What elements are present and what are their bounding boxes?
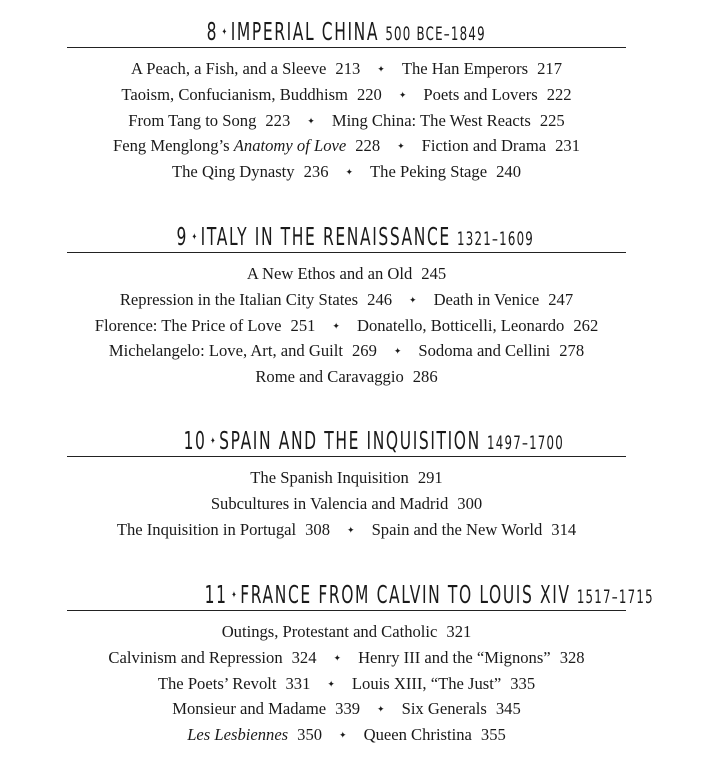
toc-entry[interactable] — [255, 367, 437, 386]
entry-page-number: 223 — [265, 110, 291, 130]
toc-entry[interactable] — [121, 85, 381, 104]
entry-title: Rome and Caravaggio — [255, 367, 404, 387]
toc-line — [67, 313, 626, 339]
entry-page-number: 324 — [291, 647, 317, 667]
entry-page-number: 240 — [496, 162, 521, 182]
toc-line — [67, 465, 626, 491]
toc-entry[interactable] — [172, 162, 328, 181]
star-ornament-icon: ✦ — [222, 27, 228, 38]
entry-page-number: 345 — [495, 699, 521, 719]
entry-page-number: 339 — [335, 699, 361, 719]
toc-entry[interactable] — [422, 136, 580, 155]
toc-entry[interactable] — [158, 674, 311, 693]
toc-line — [67, 517, 626, 543]
star-separator-icon: ✦ — [339, 730, 347, 741]
toc-entry[interactable] — [211, 494, 482, 513]
entry-title: Subcultures in Valencia and Madrid — [210, 493, 449, 513]
entry-page-number: 228 — [355, 136, 381, 156]
star-separator-icon: ✦ — [327, 678, 335, 689]
entry-title: Sodoma and Cellini — [418, 341, 551, 361]
chapter-heading — [67, 222, 626, 253]
entry-title: Feng Menglong’s — [113, 136, 234, 156]
chapter-heading-text — [207, 17, 486, 53]
entry-page-number: 217 — [537, 59, 562, 78]
chapter-title: SPAIN AND THE INQUISITION — [219, 426, 481, 455]
entry-page-number: 291 — [417, 468, 443, 487]
chapter-dates: 1321–1609 — [457, 228, 535, 250]
entry-page-number: 308 — [305, 519, 331, 539]
entry-page-number: 222 — [546, 84, 572, 104]
toc-line — [67, 671, 626, 697]
toc-line — [67, 696, 626, 722]
entry-page-number: 286 — [412, 367, 438, 387]
chapter-heading — [67, 17, 626, 48]
toc-entry[interactable] — [222, 622, 472, 641]
toc-entry[interactable] — [370, 162, 521, 181]
chapter-section — [67, 580, 654, 748]
star-separator-icon: ✦ — [393, 346, 402, 357]
entry-title: Fiction and Drama — [421, 136, 547, 156]
toc-line — [67, 56, 626, 82]
toc-line — [67, 108, 626, 134]
chapter-heading — [67, 426, 626, 457]
entry-page-number: 251 — [290, 315, 316, 335]
star-separator-icon: ✦ — [377, 64, 385, 74]
chapter-entries — [67, 465, 626, 542]
entry-page-number: 314 — [551, 519, 577, 539]
star-separator-icon: ✦ — [409, 294, 417, 305]
chapter-dates: 1497–1700 — [487, 432, 565, 454]
chapter-number: 9 — [176, 222, 189, 251]
entry-title: Michelangelo: Love, Art, and Guilt — [108, 341, 343, 361]
toc-line — [67, 82, 626, 108]
entry-title: Calvinism and Repression — [108, 647, 283, 667]
chapter-section — [67, 17, 626, 185]
entry-page-number: 278 — [559, 341, 585, 361]
star-separator-icon: ✦ — [345, 167, 354, 178]
chapter-heading-text — [177, 222, 534, 258]
toc-entry[interactable] — [120, 290, 392, 309]
star-separator-icon: ✦ — [332, 320, 340, 331]
toc-entry[interactable] — [418, 341, 584, 360]
toc-line — [67, 491, 626, 517]
entry-title: A New Ethos and an Old — [246, 264, 413, 283]
toc-entry[interactable] — [357, 316, 598, 335]
chapter-dates: 1517–1715 — [576, 586, 654, 608]
chapter-entries — [67, 56, 626, 185]
entry-title: Florence: The Price of Love — [94, 315, 282, 335]
star-ornament-icon: ✦ — [210, 436, 216, 447]
chapter-title: IMPERIAL CHINA — [230, 17, 380, 46]
entry-page-number: 246 — [367, 289, 393, 309]
chapter-section — [67, 426, 626, 542]
entry-title: The Spanish Inquisition — [250, 468, 409, 487]
entry-page-number: 247 — [548, 289, 574, 309]
toc-line — [67, 287, 626, 313]
chapter-number: 8 — [206, 17, 219, 46]
toc-line — [67, 133, 626, 159]
entry-title: Taoism, Confucianism, Buddhism — [121, 84, 348, 104]
toc-entry[interactable] — [109, 341, 377, 360]
chapter-title: ITALY IN THE RENAISSANCE — [200, 222, 451, 251]
entry-title: Louis XIII, “The Just” — [351, 673, 502, 693]
chapter-number: 10 — [183, 426, 207, 455]
entry-title: The Han Emperors — [401, 59, 529, 78]
entry-page-number: 213 — [335, 59, 361, 78]
toc-entry[interactable] — [128, 111, 290, 130]
star-separator-icon: ✦ — [347, 524, 355, 535]
entry-title: Death in Venice — [433, 289, 540, 309]
entry-title: Donatello, Botticelli, Leonardo — [356, 315, 565, 335]
entry-page-number: 300 — [457, 493, 483, 513]
toc-entry[interactable] — [172, 699, 360, 718]
toc-line — [67, 722, 626, 748]
entry-title: Spain and the New World — [371, 519, 543, 539]
entry-title: Monsieur and Madame — [172, 699, 327, 719]
entry-title: Poets and Lovers — [423, 84, 538, 104]
entry-page-number: 236 — [303, 162, 329, 182]
star-ornament-icon: ✦ — [191, 232, 197, 243]
entry-title: Henry III and the “Mignons” — [358, 647, 551, 667]
chapter-section — [67, 222, 626, 390]
chapter-heading-text — [184, 426, 564, 462]
star-separator-icon: ✦ — [398, 89, 407, 100]
chapter-heading-text — [205, 580, 654, 616]
entry-title: Ming China: The West Reacts — [331, 110, 531, 130]
entry-title: The Inquisition in Portugal — [116, 519, 297, 539]
toc-entry[interactable] — [187, 725, 322, 744]
entry-title-italic: Anatomy of Love — [233, 136, 347, 156]
chapter-heading — [67, 580, 654, 611]
entry-title: Six Generals — [401, 699, 487, 719]
chapter-number: 11 — [204, 580, 228, 609]
toc-entry[interactable] — [402, 699, 521, 718]
toc-entry[interactable] — [423, 85, 571, 104]
star-ornament-icon: ✦ — [231, 590, 237, 601]
toc-entry[interactable] — [358, 648, 585, 667]
entry-page-number: 321 — [446, 622, 472, 641]
chapter-title: FRANCE FROM CALVIN TO LOUIS XIV — [240, 580, 571, 609]
toc-line — [67, 364, 626, 390]
entry-page-number: 269 — [351, 341, 377, 361]
entry-title: From Tang to Song — [128, 110, 257, 130]
entry-title: The Peking Stage — [370, 162, 488, 182]
entry-page-number: 350 — [297, 725, 323, 745]
entry-title: The Poets’ Revolt — [157, 673, 277, 693]
toc-entry[interactable] — [372, 520, 577, 539]
chapter-entries — [67, 261, 626, 390]
entry-page-number: 331 — [285, 673, 311, 693]
chapter-dates: 500 BCE–1849 — [385, 23, 487, 45]
entry-title: The Qing Dynasty — [172, 162, 295, 182]
toc-entry[interactable] — [364, 725, 506, 744]
toc-line — [67, 338, 626, 364]
chapter-entries — [67, 619, 626, 748]
entry-page-number: 262 — [573, 315, 599, 335]
toc-entry[interactable] — [95, 316, 316, 335]
entry-title: Queen Christina — [363, 725, 472, 745]
toc-entry[interactable] — [434, 290, 574, 309]
entry-title: Outings, Protestant and Catholic — [221, 622, 438, 641]
entry-title: A Peach, a Fish, and a Sleeve — [131, 59, 327, 78]
toc-entry[interactable] — [113, 136, 380, 155]
entry-title: Repression in the Italian City States — [119, 289, 359, 309]
toc-line — [67, 159, 626, 185]
toc-entry[interactable] — [352, 674, 535, 693]
toc-line — [67, 619, 626, 645]
toc-entry[interactable] — [250, 468, 442, 487]
star-separator-icon: ✦ — [307, 115, 315, 126]
toc-entry[interactable] — [247, 264, 446, 283]
entry-page-number: 231 — [555, 136, 580, 156]
entry-page-number: 225 — [539, 110, 565, 130]
toc-entry[interactable] — [108, 648, 316, 667]
entry-page-number: 335 — [510, 673, 536, 693]
toc-entry[interactable] — [402, 59, 562, 78]
toc-entry[interactable] — [131, 59, 360, 78]
star-separator-icon: ✦ — [377, 704, 385, 715]
toc-line — [67, 261, 626, 287]
entry-page-number: 245 — [421, 264, 447, 283]
star-separator-icon: ✦ — [333, 652, 342, 663]
toc-entry[interactable] — [117, 520, 330, 539]
entry-page-number: 355 — [480, 725, 506, 745]
entry-title-italic: Les Lesbiennes — [187, 725, 289, 745]
toc-line — [67, 645, 626, 671]
toc-entry[interactable] — [332, 111, 565, 130]
entry-page-number: 328 — [559, 647, 585, 667]
star-separator-icon: ✦ — [397, 141, 405, 152]
entry-page-number: 220 — [356, 84, 382, 104]
